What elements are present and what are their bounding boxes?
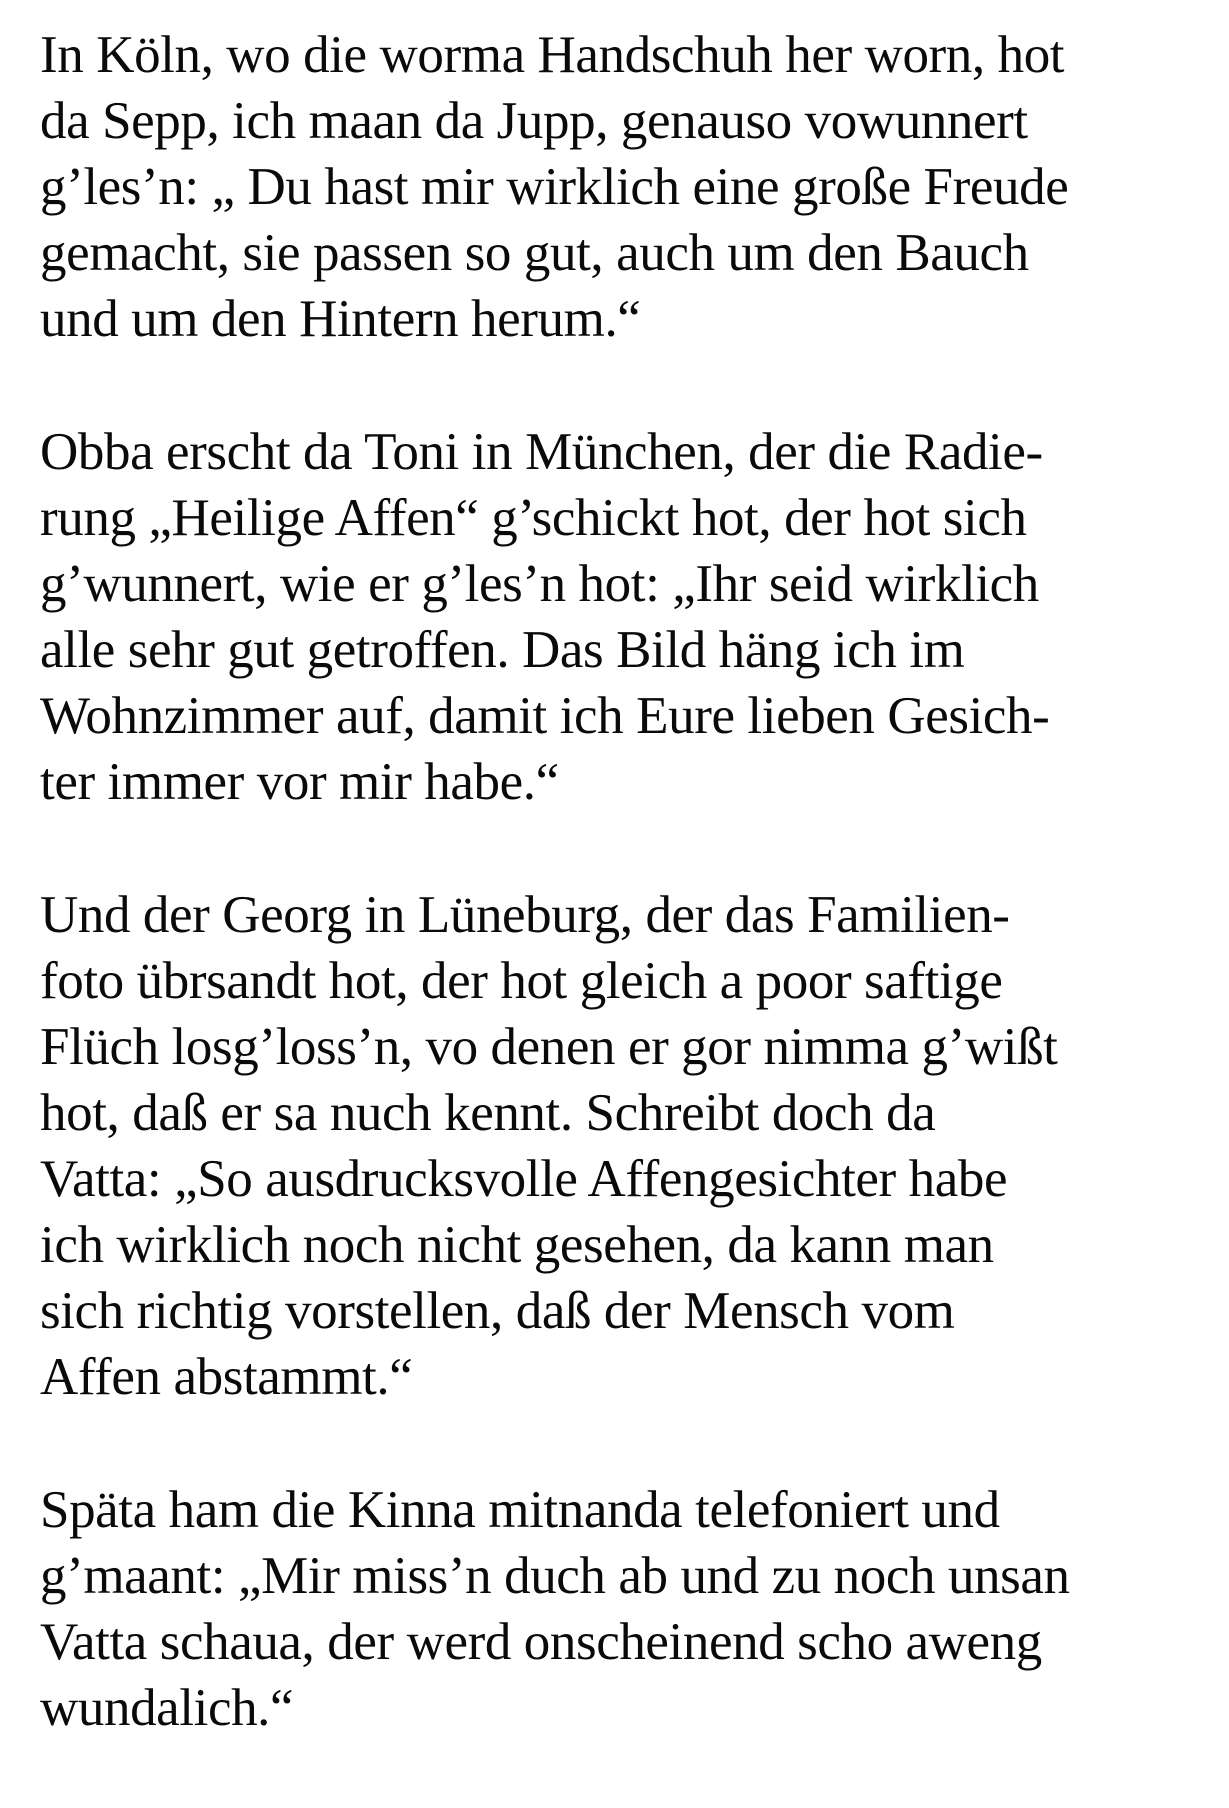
- text-line: und um den Hintern herum.“: [40, 290, 641, 348]
- text-line: rung „Heilige Affen“ g’schickt hot, der hot sich: [40, 489, 1027, 547]
- text-line: Vatta schaua, der werd onscheinend scho aweng: [40, 1613, 1042, 1671]
- text-line: g’maant: „Mir miss’n duch ab und zu noch unsan: [40, 1547, 1070, 1605]
- text-line: ter immer vor mir habe.“: [40, 753, 559, 811]
- text-line: g’wunnert, wie er g’les’n hot: „Ihr seid wirklich: [40, 555, 1039, 613]
- text-line: ich wirklich noch nicht gesehen, da kann man: [40, 1216, 994, 1274]
- paragraph-2: [40, 419, 1220, 815]
- text-line: foto übrsandt hot, der hot gleich a poor saftige: [40, 952, 1003, 1010]
- paragraph-1: [40, 22, 1220, 352]
- text-line: Vatta: „So ausdrucksvolle Affengesichter habe: [40, 1150, 1008, 1208]
- text-line: Späta ham die Kinna mitnanda telefoniert und: [40, 1481, 1000, 1539]
- text-line: Und der Georg in Lüneburg, der das Familien-: [40, 886, 1010, 944]
- text-line: Flüch losg’loss’n, vo denen er gor nimma g’wißt: [40, 1018, 1058, 1076]
- text-line: Obba erscht da Toni in München, der die Radie-: [40, 423, 1043, 481]
- text-line: In Köln, wo die worma Handschuh her worn, hot: [40, 26, 1065, 84]
- text-line: hot, daß er sa nuch kennt. Schreibt doch da: [40, 1084, 936, 1142]
- text-line: da Sepp, ich maan da Jupp, genauso vowunnert: [40, 92, 1028, 150]
- text-line: Wohnzimmer auf, damit ich Eure lieben Gesich-: [40, 687, 1050, 745]
- text-line: g’les’n: „ Du hast mir wirklich eine große Freude: [40, 158, 1069, 216]
- document-text: [40, 22, 1220, 1808]
- text-line: sich richtig vorstellen, daß der Mensch vom: [40, 1282, 955, 1340]
- paragraph-4: [40, 1477, 1220, 1741]
- text-line: gemacht, sie passen so gut, auch um den Bauch: [40, 224, 1029, 282]
- text-line: wundalich.“: [40, 1679, 294, 1737]
- text-line: Affen abstammt.“: [40, 1348, 413, 1406]
- text-line: alle sehr gut getroffen. Das Bild häng ich im: [40, 621, 965, 679]
- paragraph-3: [40, 882, 1220, 1410]
